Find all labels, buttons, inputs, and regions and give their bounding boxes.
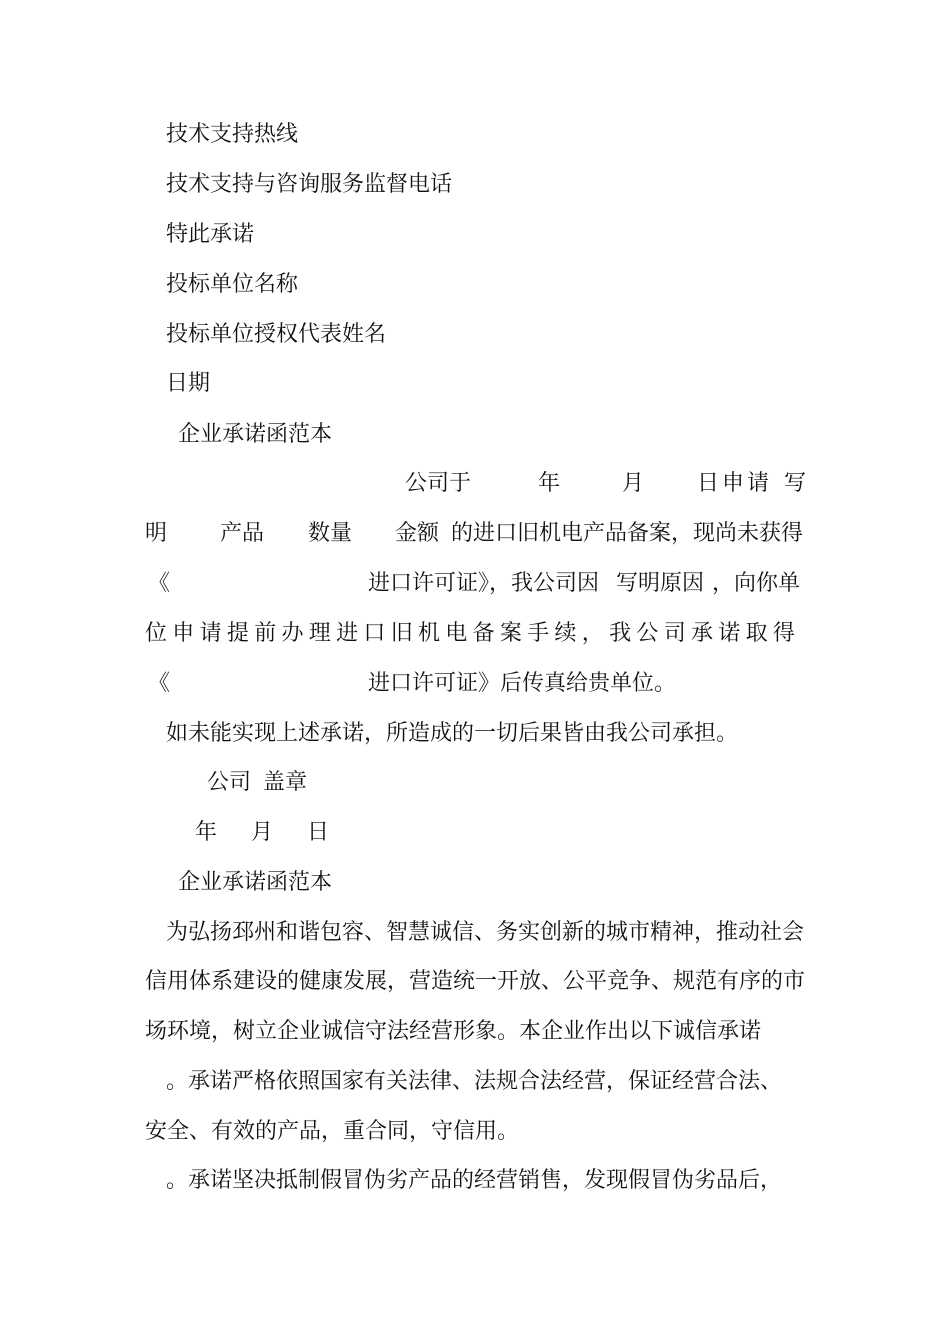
p1-company-on: 公司于 (405, 471, 472, 496)
q1-line: 为弘扬邳州和谐包容、智慧诚信、务实创新的城市精神，推动社会 (166, 920, 805, 945)
seal-company: 公司 (207, 770, 252, 795)
supervision-phone-line: 技术支持与咨询服务监督电话 (166, 172, 453, 197)
p2-quantity: 数量 (308, 521, 353, 546)
p1-month: 月 (622, 471, 645, 496)
p4-line: 位申请提前办理进口旧机电备案手续，我公司承诺取得 (145, 621, 801, 646)
q2-line: 信用体系建设的健康发展，营造统一开放、公平竞争、规范有序的市 (145, 969, 806, 994)
p2-ming: 明 (145, 521, 168, 546)
p3-reason: 写明原因 (616, 571, 705, 596)
section-heading-2: 企业承诺函范本 (178, 870, 333, 895)
p1-year: 年 (538, 471, 561, 496)
hereby-promise-line: 特此承诺 (166, 222, 255, 247)
section-heading-1: 企业承诺函范本 (178, 422, 333, 447)
p3-to-your: ，向你单 (712, 571, 801, 596)
p6-consequences: 如未能实现上述承诺，所造成的一切后果皆由我公司承担。 (166, 721, 739, 746)
bidder-representative-line: 投标单位授权代表姓名 (166, 322, 387, 347)
p1-day-apply: 日申请 (697, 471, 773, 496)
p3-license: 进口许可证》，我公司因 (368, 571, 600, 596)
sign-month: 月 (251, 820, 274, 845)
date-line: 日期 (166, 371, 211, 396)
p5-license-fax: 进口许可证》后传真给贵单位。 (368, 671, 677, 696)
tech-support-hotline-line: 技术支持热线 (166, 122, 299, 147)
p2-rest: 的进口旧机电产品备案，现尚未获得 (451, 521, 804, 546)
q4-line: 。承诺严格依照国家有关法律、法规合法经营，保证经营合法、 (166, 1069, 783, 1094)
sign-day: 日 (307, 820, 330, 845)
bidder-name-line: 投标单位名称 (166, 272, 299, 297)
p2-amount: 金额 (395, 521, 440, 546)
sign-year: 年 (195, 820, 218, 845)
p3-bracket: 《 (148, 571, 171, 596)
q6-line: 。承诺坚决抵制假冒伪劣产品的经营销售，发现假冒伪劣品后， (166, 1168, 783, 1193)
seal-stamp: 盖章 (263, 770, 308, 795)
p2-product: 产品 (220, 521, 265, 546)
q3-line: 场环境，树立企业诚信守法经营形象。本企业作出以下诚信承诺 (145, 1019, 762, 1044)
p1-write: 写 (784, 471, 807, 496)
q5-line: 安全、有效的产品，重合同，守信用。 (145, 1119, 520, 1144)
p5-bracket: 《 (148, 671, 171, 696)
